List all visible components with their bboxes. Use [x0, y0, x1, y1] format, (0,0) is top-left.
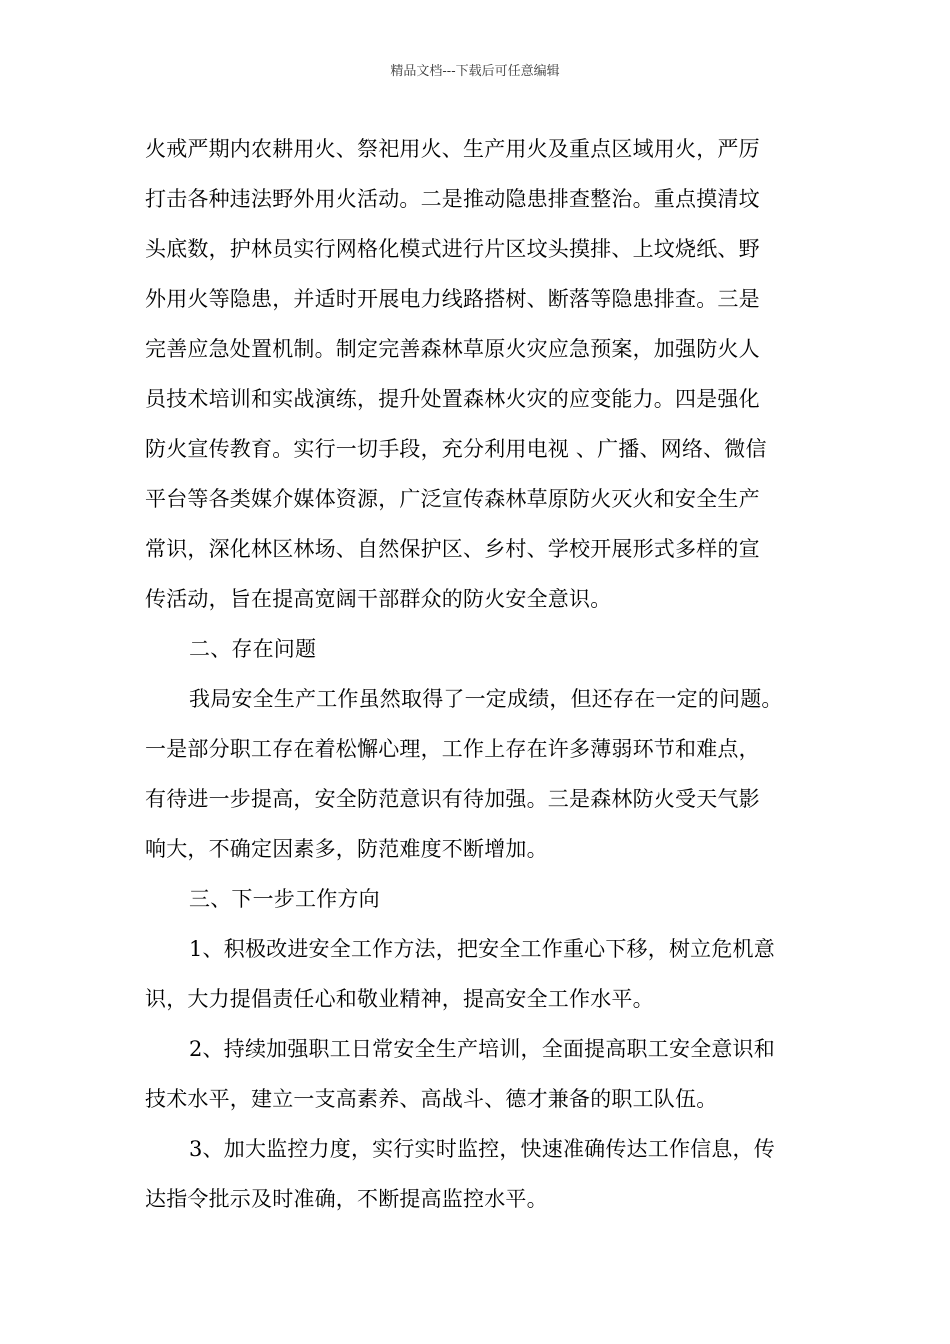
- text-line: 打击各种违法野外用火活动。二是推动隐患排查整治。重点摸清坟: [145, 187, 760, 211]
- text-line: 识，大力提倡责任心和敬业精神，提高安全工作水平。: [145, 987, 654, 1011]
- section-heading: 二、存在问题: [189, 637, 317, 661]
- text-line: 火戒严期内农耕用火、祭祀用火、生产用火及重点区域用火，严厉: [145, 137, 760, 161]
- list-item: 2、持续加强职工日常安全生产培训，全面提高职工安全意识和: [189, 1037, 775, 1061]
- text-line: 我局安全生产工作虽然取得了一定成绩，但还存在一定的问题。: [189, 687, 783, 711]
- text-line: 防火宣传教育。实行一切手段，充分利用电视 、广播、网络、微信: [145, 437, 767, 461]
- list-item: 3、加大监控力度，实行实时监控，快速准确传达工作信息，传: [189, 1137, 775, 1161]
- text-line: 头底数，护林员实行网格化模式进行片区坟头摸排、上坟烧纸、野: [145, 237, 760, 261]
- document-body: [145, 124, 825, 1224]
- text-line: 达指令批示及时准确，不断提高监控水平。: [145, 1187, 548, 1211]
- text-line: 技术水平，建立一支高素养、高战斗、德才兼备的职工队伍。: [145, 1087, 718, 1111]
- text-line: 有待进一步提高，安全防范意识有待加强。三是森林防火受天气影: [145, 787, 760, 811]
- text-line: 常识，深化林区林场、自然保护区、乡村、学校开展形式多样的宣: [145, 537, 760, 561]
- page-header: 精品文档---下载后可任意编辑: [390, 64, 560, 79]
- text-line: 平台等各类媒介媒体资源，广泛宣传森林草原防火灭火和安全生产: [145, 487, 760, 511]
- text-line: 一是部分职工存在着松懈心理，工作上存在许多薄弱环节和难点，: [145, 737, 760, 761]
- text-line: 响大，不确定因素多，防范难度不断增加。: [145, 837, 548, 861]
- text-line: 传活动，旨在提高宽阔干部群众的防火安全意识。: [145, 587, 612, 611]
- section-heading: 三、下一步工作方向: [189, 887, 380, 911]
- text-line: 外用火等隐患，并适时开展电力线路搭树、断落等隐患排查。三是: [145, 287, 760, 311]
- text-line: 员技术培训和实战演练，提升处置森林火灾的应变能力。四是强化: [145, 387, 760, 411]
- text-line: 完善应急处置机制。制定完善森林草原火灾应急预案，加强防火人: [145, 337, 760, 361]
- list-item: 1、积极改进安全工作方法，把安全工作重心下移，树立危机意: [189, 937, 775, 961]
